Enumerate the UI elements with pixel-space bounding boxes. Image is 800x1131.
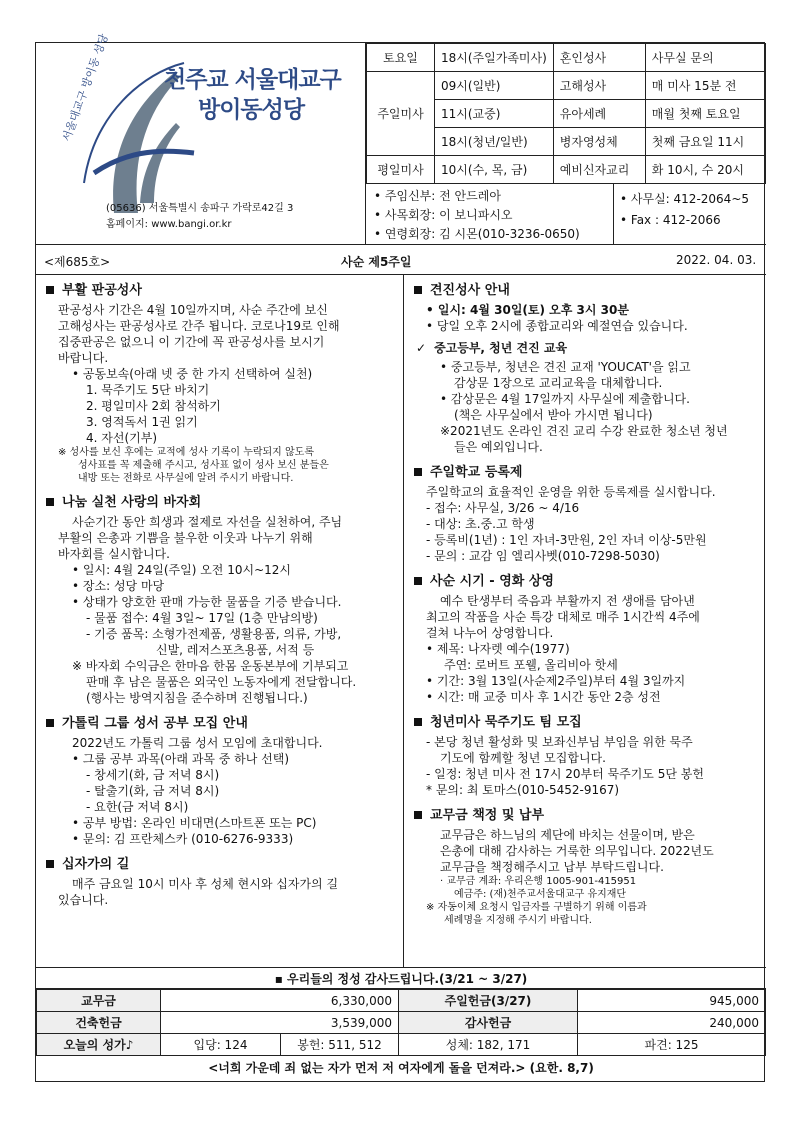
note: (행사는 방역지침을 준수하며 진행됩니다.) bbox=[86, 691, 308, 705]
detail-item: 신발, 레저스포츠용품, 서적 등 bbox=[156, 643, 315, 657]
note: ※2021년도 온라인 견진 교리 수강 완료한 청소년 청년 bbox=[440, 424, 728, 438]
section-title: 십자가의 길 bbox=[44, 857, 395, 873]
bullet-item: • 공동보속(아래 넷 중 한 가지 선택하여 실천) bbox=[44, 366, 395, 382]
paragraph: 걸쳐 나누어 상영합니다. bbox=[426, 626, 554, 640]
section-title: 교무금 책정 및 납부 bbox=[412, 808, 758, 824]
subsection-title: ✓ 중고등부, 청년 견진 교육 bbox=[416, 341, 568, 355]
contacts-area bbox=[366, 183, 766, 245]
catechumen-label: 예비신자교리 bbox=[553, 156, 645, 184]
detail-item: - 등록비(1년) : 1인 자녀-3만원, 2인 자녀 이상-5만원 bbox=[426, 533, 707, 547]
thanks-offering-value: 240,000 bbox=[578, 1012, 766, 1034]
weekday-label: 평일미사 bbox=[367, 156, 435, 184]
section-title: 가톨릭 그룹 성서 공부 모집 안내 bbox=[44, 716, 395, 732]
offering-thanks-title: ▪ 우리들의 정성 감사드립니다.(3/21 ~ 3/27) bbox=[36, 967, 766, 989]
account-info: · 교무금 계좌: 우리은행 1005-901-415951 bbox=[440, 876, 637, 887]
sun-time-1: 09시(일반) bbox=[435, 72, 554, 100]
hymn-communion: 성체: 182, 171 bbox=[399, 1034, 578, 1056]
detail-item: - 접수: 사무실, 3/26 ~ 4/16 bbox=[426, 501, 580, 515]
detail-item: - 문의 : 교감 임 엘리사벳(010-7298-5030) bbox=[426, 549, 660, 563]
sick-info: 첫째 금요일 11시 bbox=[645, 128, 765, 156]
bullet-item: • 기간: 3월 13일(사순제2주일)부터 4월 3일까지 bbox=[412, 673, 758, 689]
logo-area bbox=[36, 32, 366, 245]
issue-number: <제685호> bbox=[44, 255, 111, 269]
building-value: 3,539,000 bbox=[161, 1012, 399, 1034]
bulletin-header bbox=[36, 32, 766, 245]
wedding-label: 혼인성사 bbox=[553, 44, 645, 72]
square-bullet-icon bbox=[414, 577, 422, 585]
bullet-item: • 그룹 공부 과목(아래 과목 중 하나 선택) bbox=[44, 751, 395, 767]
office-phone: • 사무실: 412-2064~5 bbox=[620, 189, 760, 210]
note: 들은 예외입니다. bbox=[454, 440, 543, 454]
paragraph: 최고의 작품을 사순 특강 대체로 매주 1시간씩 4주에 bbox=[426, 610, 700, 624]
bullet-item: • 일시: 4월 24일(주일) 오전 10시~12시 bbox=[44, 562, 395, 578]
baptism-label: 유아세례 bbox=[553, 100, 645, 128]
section-title: 청년미사 묵주기도 팀 모집 bbox=[412, 715, 758, 731]
detail-item: - 대상: 초.중.고 학생 bbox=[426, 517, 535, 531]
note: ※ 바자회 수익금은 한마음 한몸 운동본부에 기부되고 bbox=[72, 659, 349, 673]
hymn-label: 오늘의 성가♪ bbox=[37, 1034, 161, 1056]
section-title: 견진성사 안내 bbox=[412, 283, 758, 299]
square-bullet-icon bbox=[46, 498, 54, 506]
paragraph: 예수 탄생부터 죽음과 부활까지 전 생애를 담아낸 bbox=[440, 594, 695, 608]
issue-title: 사순 제5주일 bbox=[341, 255, 412, 269]
list-item: 3. 영적독서 1권 읽기 bbox=[86, 415, 198, 429]
square-bullet-icon bbox=[46, 719, 54, 727]
paragraph: 기도에 함께할 청년 모집합니다. bbox=[440, 751, 606, 765]
square-bullet-icon bbox=[414, 468, 422, 476]
note: ※ 성사를 보신 후에는 교적에 성사 기록이 누락되지 않도록 bbox=[58, 447, 314, 458]
dues-value: 6,330,000 bbox=[161, 990, 399, 1012]
bullet-item: • 문의: 김 프란체스카 (010-6276-9333) bbox=[44, 831, 395, 847]
bullet-item: • 상태가 양호한 판매 가능한 물품을 기증 받습니다. bbox=[44, 594, 395, 610]
list-item: 4. 자선(기부) bbox=[86, 431, 157, 445]
office-contacts bbox=[614, 183, 766, 245]
parish-title-line2: 방이동성당 bbox=[198, 97, 305, 123]
hymn-dismissal: 파견: 125 bbox=[578, 1034, 766, 1056]
detail-item: - 기증 품목: 소형가전제품, 생활용품, 의류, 가방, bbox=[86, 627, 342, 641]
left-column bbox=[36, 275, 404, 967]
baptism-info: 매월 첫째 토요일 bbox=[645, 100, 765, 128]
mass-schedule-table bbox=[366, 43, 766, 184]
bullet-item: • 시간: 매 교중 미사 후 1시간 동안 2층 성전 bbox=[412, 689, 758, 705]
list-item: 2. 평일미사 2회 참석하기 bbox=[86, 399, 221, 413]
catechumen-info: 화 10시, 수 20시 bbox=[645, 156, 765, 184]
bullet-item: • 제목: 나자렛 예수(1977) bbox=[412, 641, 758, 657]
paragraph: 주일학교의 효율적인 운영을 위한 등록제를 실시합니다. bbox=[426, 485, 716, 499]
paragraph: 부활의 은총과 기쁨을 불우한 이웃과 나누기 위해 bbox=[58, 531, 313, 545]
paragraph: 교무금은 하느님의 제단에 바치는 선물이며, 받은 bbox=[440, 828, 695, 842]
note: 판매 후 남은 물품은 외국인 노동자에게 전달합니다. bbox=[86, 675, 357, 689]
detail-item: - 일정: 청년 미사 전 17시 20부터 묵주기도 5단 봉헌 bbox=[426, 767, 704, 781]
council-president: • 사목회장: 이 보니파시오 bbox=[374, 206, 605, 225]
detail-item: - 탈출기(화, 금 저녁 8시) bbox=[86, 784, 220, 798]
paragraph: 바자회를 실시합니다. bbox=[58, 547, 170, 561]
bullet-item: • 중고등부, 청년은 견진 교재 'YOUCAT'을 읽고 bbox=[412, 359, 758, 375]
square-bullet-icon bbox=[414, 811, 422, 819]
note: 성사표를 꼭 제출해 주시고, 성사표 없이 성사 보신 분들은 bbox=[78, 460, 329, 471]
office-fax: • Fax : 412-2066 bbox=[620, 210, 760, 231]
bullet-item: • 장소: 성당 마당 bbox=[44, 578, 395, 594]
confession-info: 매 미사 15분 전 bbox=[645, 72, 765, 100]
section-title: 나눔 실천 사랑의 바자회 bbox=[44, 495, 395, 511]
paragraph: 매주 금요일 10시 미사 후 성체 현시와 십자가의 길 bbox=[72, 877, 339, 891]
paragraph: (책은 사무실에서 받아 가시면 됩니다) bbox=[454, 408, 653, 422]
issue-bar bbox=[36, 245, 766, 275]
paragraph: 감상문 1장으로 교리교육을 대체합니다. bbox=[454, 376, 663, 390]
sun-label: 주일미사 bbox=[367, 72, 435, 156]
right-column bbox=[404, 275, 766, 967]
detail-item: - 물품 접수: 4월 3일~ 17일 (1층 만남의방) bbox=[86, 611, 318, 625]
address: (05636) 서울특별시 송파구 가락로42길 3 bbox=[106, 203, 294, 214]
sun-time-3: 18시(청년/일반) bbox=[435, 128, 554, 156]
square-bullet-icon bbox=[414, 286, 422, 294]
detail-item: - 본당 청년 활성화 및 보좌신부님 부임을 위한 묵주 bbox=[426, 735, 693, 749]
detail-item: - 요한(금 저녁 8시) bbox=[86, 800, 189, 814]
hymn-entrance: 입당: 124 bbox=[161, 1034, 281, 1056]
sat-time: 18시(주일가족미사) bbox=[435, 44, 554, 72]
building-label: 건축헌금 bbox=[37, 1012, 161, 1034]
bullet-item: • 공부 방법: 온라인 비대면(스마트폰 또는 PC) bbox=[44, 815, 395, 831]
section-title: 주일학교 등록제 bbox=[412, 465, 758, 481]
paragraph: 은총에 대해 감사하는 거룩한 의무입니다. 2022년도 bbox=[440, 844, 714, 858]
paragraph: 있습니다. bbox=[58, 893, 109, 907]
paragraph: 판공성사 기간은 4월 10일까지며, 사순 주간에 보신 bbox=[58, 303, 328, 317]
weekday-time: 10시(수, 목, 금) bbox=[435, 156, 554, 184]
bullet-item: • 당일 오후 2시에 종합교리와 예절연습 있습니다. bbox=[412, 318, 758, 334]
square-bullet-icon bbox=[46, 286, 54, 294]
paragraph: 고해성사는 판공성사로 간주 됩니다. 코로나19로 인해 bbox=[58, 319, 340, 333]
square-bullet-icon bbox=[414, 718, 422, 726]
sun-time-2: 11시(교중) bbox=[435, 100, 554, 128]
bulletin-page bbox=[35, 32, 765, 1082]
bullet-item: • 감상문은 4월 17일까지 사무실에 제출합니다. bbox=[412, 391, 758, 407]
dues-label: 교무금 bbox=[37, 990, 161, 1012]
parish-title-line1: 천주교 서울대교구 bbox=[164, 67, 341, 93]
detail-item: - 창세기(화, 금 저녁 8시) bbox=[86, 768, 220, 782]
scripture-quote: <너희 가운데 죄 없는 자가 먼저 저 여자에게 돌을 던져라.> (요한. 8,7) bbox=[208, 1061, 594, 1075]
logo-ring-text: 서울대교구 방이동 성당 bbox=[59, 32, 111, 144]
paragraph: 바랍니다. bbox=[58, 351, 109, 365]
detail-item: * 문의: 최 토마스(010-5452-9167) bbox=[426, 783, 620, 797]
sat-label: 토요일 bbox=[367, 44, 435, 72]
paragraph: 사순기간 동안 희생과 절제로 자선을 실천하여, 주님 bbox=[72, 515, 343, 529]
confession-label: 고해성사 bbox=[553, 72, 645, 100]
offering-table bbox=[36, 989, 766, 1056]
paragraph: 2022년도 가톨릭 그룹 성서 모임에 초대합니다. bbox=[72, 736, 323, 750]
section-title: 사순 시기 - 영화 상영 bbox=[412, 574, 758, 590]
paragraph: 교무금을 책정해주시고 납부 부탁드립니다. bbox=[440, 860, 664, 874]
section-title: 부활 판공성사 bbox=[44, 283, 395, 299]
issue-date: 2022. 04. 03. bbox=[676, 253, 757, 267]
bullet-item: • 일시: 4월 30일(토) 오후 3시 30분 bbox=[412, 302, 758, 318]
staff-contacts bbox=[366, 183, 614, 245]
note: 내방 또는 전화로 사무실에 알려 주시기 바랍니다. bbox=[78, 473, 294, 484]
pastor: • 주임신부: 전 안드레아 bbox=[374, 187, 605, 206]
square-bullet-icon bbox=[46, 860, 54, 868]
wedding-info: 사무실 문의 bbox=[645, 44, 765, 72]
note: 세례명을 지정해 주시기 바랍니다. bbox=[444, 915, 592, 926]
address-block bbox=[106, 201, 293, 233]
paragraph: 집중판공은 없으니 이 기간에 꼭 판공성사를 보시기 bbox=[58, 335, 325, 349]
note: ※ 자동이체 요청시 입금자를 구별하기 위해 이름과 bbox=[426, 902, 647, 913]
sunday-offering-value: 945,000 bbox=[578, 990, 766, 1012]
union-president: • 연령회장: 김 시몬(010-3236-0650) bbox=[374, 225, 605, 244]
paragraph: 주연: 로버트 포웰, 올리비아 핫세 bbox=[444, 658, 618, 672]
homepage[interactable]: 홈페이지: www.bangi.or.kr bbox=[106, 219, 232, 230]
thanks-offering-label: 감사헌금 bbox=[399, 1012, 578, 1034]
account-holder: 예금주: (재)천주교서울대교구 유지재단 bbox=[454, 889, 627, 900]
list-item: 1. 묵주기도 5단 바치기 bbox=[86, 383, 210, 397]
checkmark-icon: ✓ bbox=[416, 341, 427, 355]
sunday-offering-label: 주일헌금(3/27) bbox=[399, 990, 578, 1012]
sick-label: 병자영성체 bbox=[553, 128, 645, 156]
hymn-offertory: 봉헌: 511, 512 bbox=[281, 1034, 399, 1056]
